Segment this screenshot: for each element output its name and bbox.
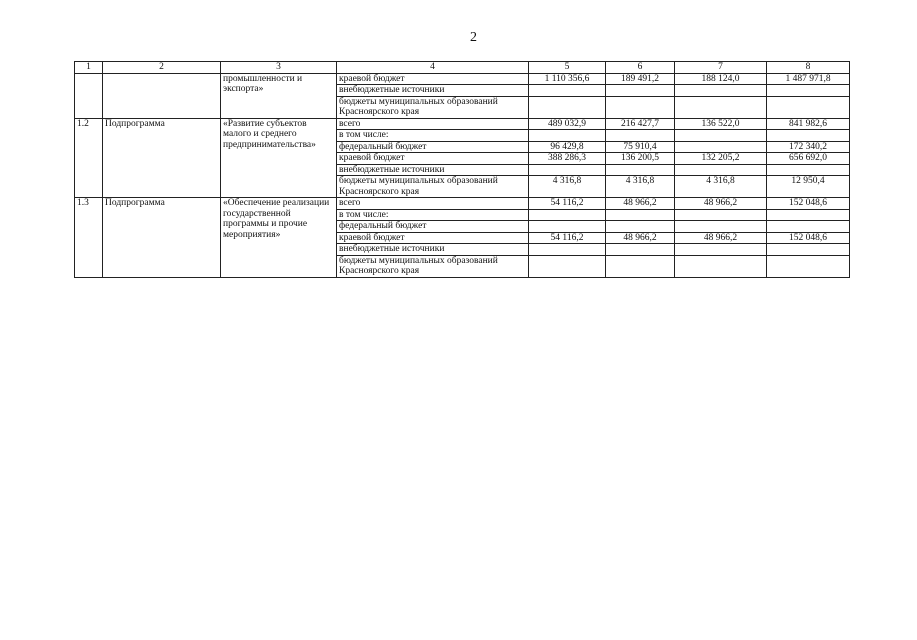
cell-value	[675, 255, 767, 277]
cell-source: в том числе:	[337, 130, 529, 142]
cell-source: бюджеты муниципальных образований Красноярского края	[337, 255, 529, 277]
cell-value	[606, 244, 675, 256]
cell-value	[606, 130, 675, 142]
header-cell: 6	[606, 62, 675, 74]
cell-value	[675, 244, 767, 256]
cell-value	[529, 164, 606, 176]
cell-value: 48 966,2	[606, 198, 675, 210]
cell-value	[767, 209, 850, 221]
cell-value: 216 427,7	[606, 118, 675, 130]
cell-value	[675, 141, 767, 153]
cell-value	[606, 221, 675, 233]
cell-source: краевой бюджет	[337, 73, 529, 85]
page-number: 2	[470, 30, 477, 45]
cell-type	[103, 73, 221, 118]
cell-value	[606, 164, 675, 176]
cell-value	[606, 255, 675, 277]
cell-num: 1.3	[75, 198, 103, 278]
cell-value	[767, 85, 850, 97]
cell-value	[767, 164, 850, 176]
header-cell: 2	[103, 62, 221, 74]
cell-value: 489 032,9	[529, 118, 606, 130]
cell-num: 1.2	[75, 118, 103, 198]
cell-value: 388 286,3	[529, 153, 606, 165]
budget-table	[74, 61, 850, 278]
cell-value	[606, 209, 675, 221]
cell-value	[529, 96, 606, 118]
table-row	[75, 118, 850, 130]
cell-source: краевой бюджет	[337, 232, 529, 244]
cell-source: федеральный бюджет	[337, 221, 529, 233]
header-cell: 1	[75, 62, 103, 74]
cell-value: 1 110 356,6	[529, 73, 606, 85]
cell-value: 48 966,2	[675, 232, 767, 244]
cell-value	[675, 221, 767, 233]
cell-value: 54 116,2	[529, 198, 606, 210]
cell-name: промышленности и экспорта»	[221, 73, 337, 118]
table-row	[75, 73, 850, 85]
cell-value	[529, 85, 606, 97]
cell-source: внебюджетные источники	[337, 164, 529, 176]
table-row	[75, 198, 850, 210]
cell-value	[767, 244, 850, 256]
cell-value	[675, 209, 767, 221]
cell-source: в том числе:	[337, 209, 529, 221]
cell-value: 188 124,0	[675, 73, 767, 85]
cell-value: 136 200,5	[606, 153, 675, 165]
cell-value	[675, 130, 767, 142]
cell-value: 1 487 971,8	[767, 73, 850, 85]
cell-value	[606, 96, 675, 118]
cell-value: 12 950,4	[767, 176, 850, 198]
cell-value: 132 205,2	[675, 153, 767, 165]
cell-value: 4 316,8	[529, 176, 606, 198]
cell-value	[529, 244, 606, 256]
cell-value: 656 692,0	[767, 153, 850, 165]
header-cell: 5	[529, 62, 606, 74]
header-cell: 3	[221, 62, 337, 74]
cell-value: 48 966,2	[675, 198, 767, 210]
cell-source: внебюджетные источники	[337, 85, 529, 97]
cell-value: 4 316,8	[606, 176, 675, 198]
cell-value: 189 491,2	[606, 73, 675, 85]
cell-type: Подпрограмма	[103, 198, 221, 278]
cell-value	[529, 209, 606, 221]
cell-value: 152 048,6	[767, 232, 850, 244]
cell-value: 4 316,8	[675, 176, 767, 198]
cell-value	[767, 96, 850, 118]
cell-value: 136 522,0	[675, 118, 767, 130]
cell-name: «Обеспечение реализации государственной программы и прочие мероприятия»	[221, 198, 337, 278]
cell-value: 75 910,4	[606, 141, 675, 153]
cell-num	[75, 73, 103, 118]
cell-value	[767, 130, 850, 142]
cell-name: «Развитие субъектов малого и среднего предпринимательства»	[221, 118, 337, 198]
cell-value	[767, 221, 850, 233]
cell-source: всего	[337, 118, 529, 130]
cell-source: бюджеты муниципальных образований Красноярского края	[337, 176, 529, 198]
cell-value	[675, 164, 767, 176]
cell-value: 152 048,6	[767, 198, 850, 210]
cell-source: внебюджетные источники	[337, 244, 529, 256]
cell-value: 48 966,2	[606, 232, 675, 244]
cell-value: 172 340,2	[767, 141, 850, 153]
cell-type: Подпрограмма	[103, 118, 221, 198]
cell-value	[675, 96, 767, 118]
cell-value	[529, 255, 606, 277]
header-cell: 8	[767, 62, 850, 74]
header-cell: 4	[337, 62, 529, 74]
cell-value: 54 116,2	[529, 232, 606, 244]
header-row	[75, 62, 850, 74]
cell-source: краевой бюджет	[337, 153, 529, 165]
header-cell: 7	[675, 62, 767, 74]
cell-value	[529, 221, 606, 233]
cell-source: всего	[337, 198, 529, 210]
cell-value	[606, 85, 675, 97]
cell-value	[767, 255, 850, 277]
cell-value: 841 982,6	[767, 118, 850, 130]
cell-value: 96 429,8	[529, 141, 606, 153]
cell-source: бюджеты муниципальных образований Красноярского края	[337, 96, 529, 118]
cell-value	[675, 85, 767, 97]
cell-source: федеральный бюджет	[337, 141, 529, 153]
cell-value	[529, 130, 606, 142]
